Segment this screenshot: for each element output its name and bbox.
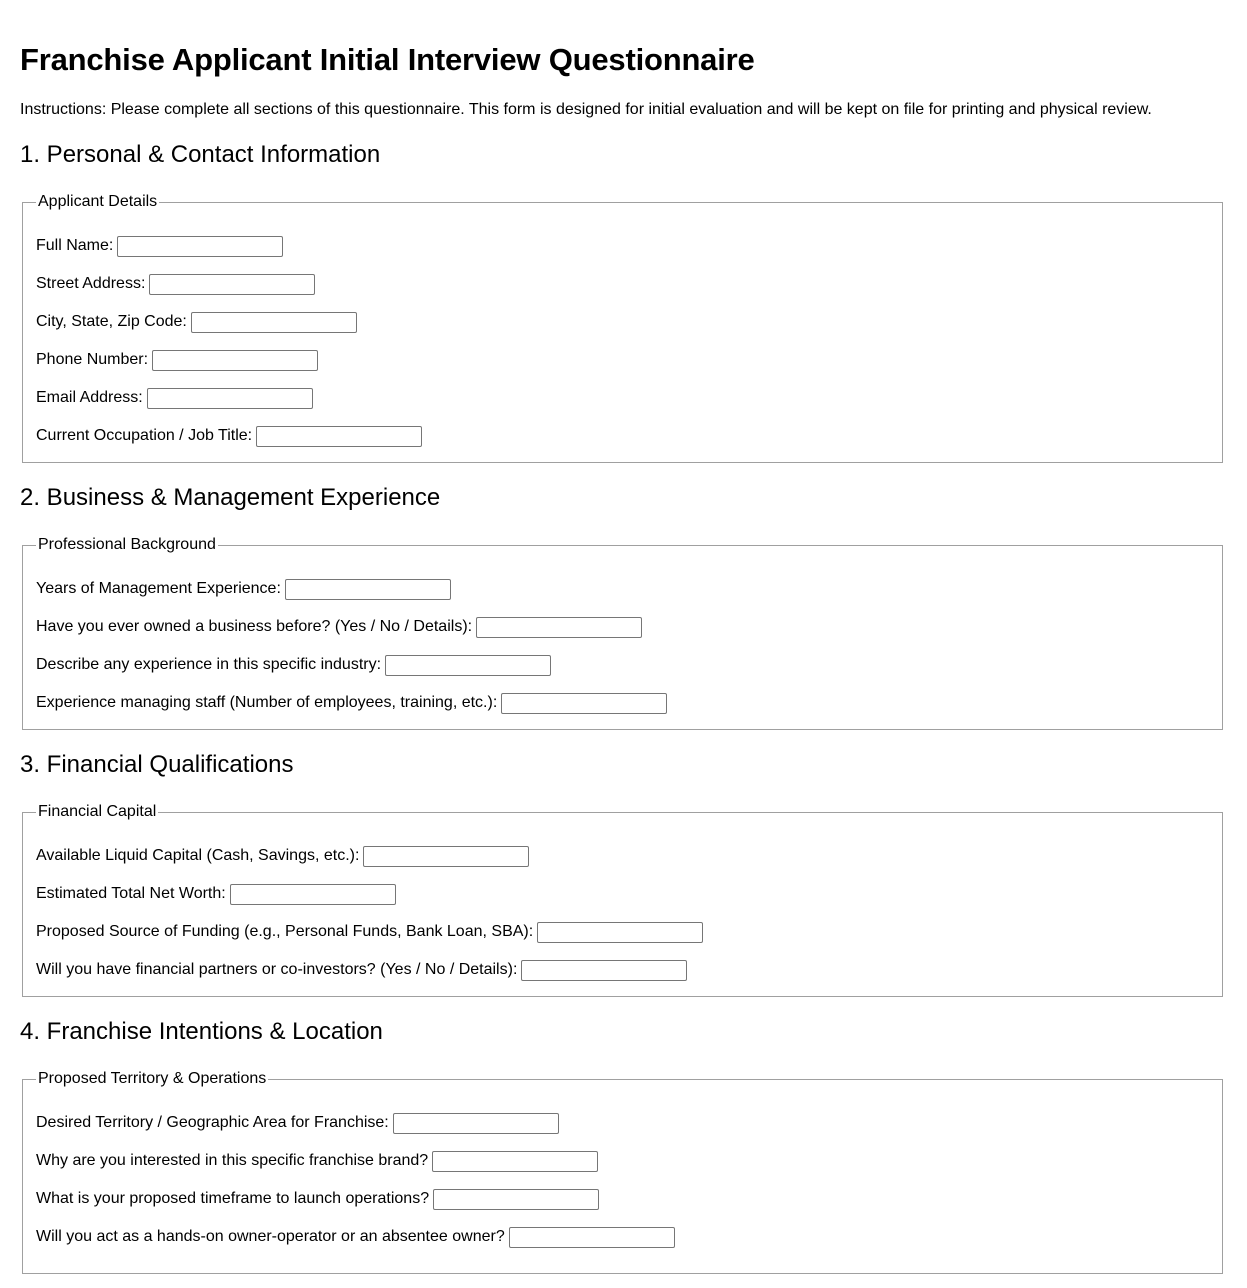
brand-interest-input[interactable]: [432, 1151, 598, 1172]
field-label: Email Address:: [36, 389, 143, 406]
section-heading-intentions: 4. Franchise Intentions & Location: [20, 1018, 383, 1045]
funding-source-input[interactable]: [537, 922, 703, 943]
section-heading-financial: 3. Financial Qualifications: [20, 751, 294, 778]
net-worth-input[interactable]: [230, 884, 396, 905]
city-state-zip-input[interactable]: [191, 312, 357, 333]
form-row: [36, 880, 1210, 908]
form-row: [36, 689, 1210, 717]
staff-management-input[interactable]: [501, 693, 667, 714]
management-years-input[interactable]: [285, 579, 451, 600]
liquid-capital-input[interactable]: [363, 846, 529, 867]
field-label: Have you ever owned a business before? (Yes / No / Details):: [36, 618, 473, 635]
legend-territory-operations: Proposed Territory & Operations: [38, 1070, 267, 1087]
form-row: [36, 575, 1210, 603]
launch-timeframe-input[interactable]: [433, 1189, 599, 1210]
instructions-text: Instructions: Please complete all sections of this questionnaire. This form is designed for initial evaluation and will be kept on file for printing and physical review.: [20, 101, 1152, 118]
fieldset-financial-capital: [22, 802, 1223, 997]
form-row: [36, 956, 1210, 984]
street-address-input[interactable]: [149, 274, 315, 295]
form-row: [36, 308, 1210, 336]
section-heading-experience: 2. Business & Management Experience: [20, 484, 441, 511]
form-row: [36, 613, 1210, 641]
form-row: [36, 1185, 1210, 1213]
form-row: [36, 918, 1210, 946]
field-label: Full Name:: [36, 237, 114, 254]
legend-professional-background: Professional Background: [38, 536, 216, 553]
owned-business-input[interactable]: [476, 617, 642, 638]
field-label: What is your proposed timeframe to launch operations?: [36, 1190, 430, 1207]
legend-financial-capital: Financial Capital: [38, 803, 157, 820]
form-row: [36, 1223, 1210, 1251]
form-row: [36, 270, 1210, 298]
field-label: Current Occupation / Job Title:: [36, 427, 253, 444]
form-row: [36, 651, 1210, 679]
form-row: [36, 1147, 1210, 1175]
email-address-input[interactable]: [147, 388, 313, 409]
industry-experience-input[interactable]: [385, 655, 551, 676]
form-row: [36, 232, 1210, 260]
field-label: Phone Number:: [36, 351, 149, 368]
form-row: [36, 346, 1210, 374]
full-name-input[interactable]: [117, 236, 283, 257]
field-label: Desired Territory / Geographic Area for Franchise:: [36, 1114, 389, 1131]
field-label: Will you act as a hands-on owner-operator or an absentee owner?: [36, 1228, 505, 1245]
financial-partners-input[interactable]: [521, 960, 687, 981]
form-row: [36, 384, 1210, 412]
field-label: Will you have financial partners or co-investors? (Yes / No / Details):: [36, 961, 518, 978]
legend-applicant-details: Applicant Details: [38, 193, 158, 210]
fieldset-applicant-details: [22, 192, 1223, 463]
phone-number-input[interactable]: [152, 350, 318, 371]
field-label: Describe any experience in this specific industry:: [36, 656, 382, 673]
field-label: Why are you interested in this specific franchise brand?: [36, 1152, 429, 1169]
field-label: Street Address:: [36, 275, 146, 292]
fieldset-professional-background: [22, 535, 1223, 730]
field-label: Years of Management Experience:: [36, 580, 281, 597]
section-heading-personal: 1. Personal & Contact Information: [20, 141, 381, 168]
field-label: Estimated Total Net Worth:: [36, 885, 226, 902]
form-row: [36, 842, 1210, 870]
occupation-input[interactable]: [256, 426, 422, 447]
owner-type-input[interactable]: [509, 1227, 675, 1248]
field-label: Proposed Source of Funding (e.g., Personal Funds, Bank Loan, SBA):: [36, 923, 534, 940]
field-label: Available Liquid Capital (Cash, Savings, etc.):: [36, 847, 360, 864]
desired-territory-input[interactable]: [393, 1113, 559, 1134]
questionnaire-page: [20, 0, 1225, 1274]
form-row: [36, 1109, 1210, 1137]
fieldset-territory-operations: [22, 1069, 1223, 1274]
form-row: [36, 422, 1210, 450]
page-title: Franchise Applicant Initial Interview Questionnaire: [20, 42, 755, 77]
field-label: City, State, Zip Code:: [36, 313, 187, 330]
field-label: Experience managing staff (Number of employees, training, etc.):: [36, 694, 498, 711]
